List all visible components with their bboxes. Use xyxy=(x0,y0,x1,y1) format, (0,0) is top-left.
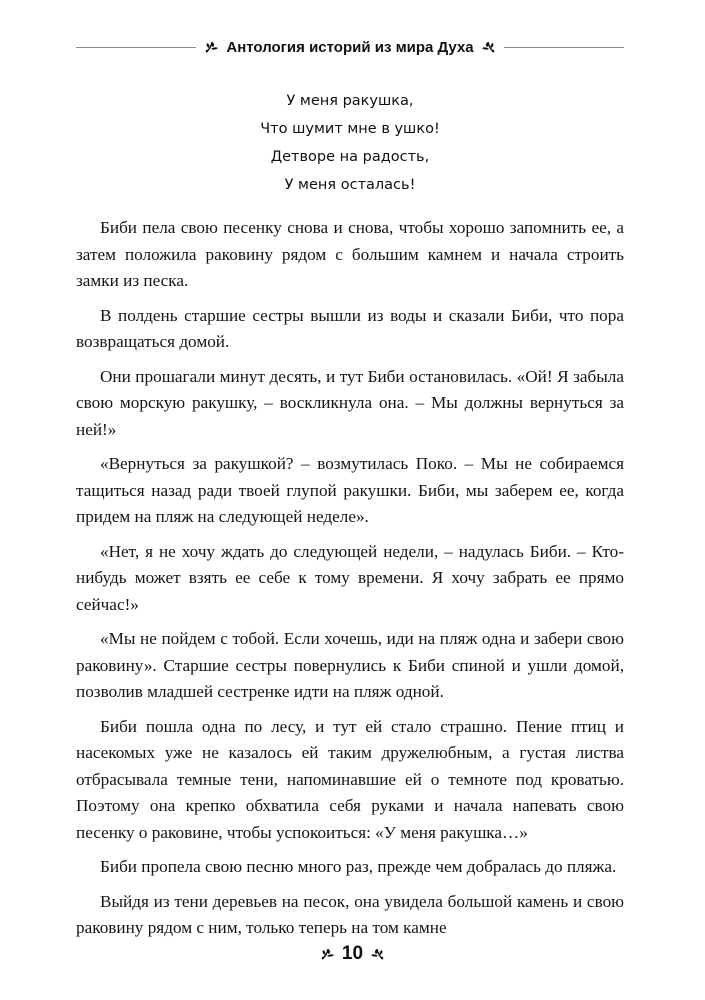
fleuron-icon xyxy=(320,946,336,962)
fleuron-icon xyxy=(480,39,496,55)
paragraph: «Мы не пойдем с тобой. Если хочешь, иди на пляж одна и забери свою раковину». Старшие сестры повернулись к Биби спиной и ушли домой, позволив младшей сестренке идти на пляж одной. xyxy=(76,629,624,701)
body-text xyxy=(76,215,624,950)
header-title-group xyxy=(196,39,503,56)
page-footer xyxy=(0,943,705,965)
poem xyxy=(76,87,624,199)
poem-line: У меня осталась! xyxy=(284,177,416,193)
paragraph: Биби пропела свою песню много раз, прежде чем добралась до пляжа. xyxy=(100,857,617,876)
poem-line: У меня ракушка, xyxy=(286,93,414,109)
paragraph: В полдень старшие сестры вышли из воды и сказали Биби, что пора возвращаться домой. xyxy=(76,305,624,351)
poem-line: Детворе на радость, xyxy=(270,149,430,165)
paragraph: Биби пошла одна по лесу, и тут ей стало страшно. Пение птиц и насекомых уже не казалось ей таким дружелюбным, а густая листва отбрасывала темные тени, напоминавшие ей о темноте под кроватью. Поэтому она крепко обхватила себя руками и начала напевать свою песенку о раковине, чтобы успокоиться: «У меня ракушка…» xyxy=(76,716,624,842)
paragraph: Биби пела свою песенку снова и снова, чтобы хорошо запомнить ее, а затем положила раковину рядом с большим камнем и начала строить замки из песка. xyxy=(76,218,624,290)
paragraph: Выйдя из тени деревьев на песок, она увидела большой камень и свою раковину рядом с ним, только теперь на том камне xyxy=(76,891,624,937)
running-header xyxy=(76,34,624,60)
poem-line: Что шумит мне в ушко! xyxy=(260,121,440,137)
paragraph: «Вернуться за ракушкой? – возмутилась Поко. – Мы не собираемся тащиться назад ради твоей глупой ракушки. Биби, мы заберем ее, когда придем на пляж на следующей неделе». xyxy=(76,454,624,526)
header-title: Антология историй из мира Духа xyxy=(226,38,474,56)
paragraph: Они прошагали минут десять, и тут Биби остановилась. «Ой! Я забыла свою морскую ракушку, – воскликнула она. – Мы должны вернуться за ней!» xyxy=(76,366,624,439)
paragraph: «Нет, я не хочу ждать до следующей недели, – надулась Биби. – Кто-нибудь может взять ее себе к тому времени. Я хочу забрать ее прямо сейчас!» xyxy=(76,541,624,614)
fleuron-icon xyxy=(369,946,385,962)
fleuron-icon xyxy=(204,39,220,55)
page-number: 10 xyxy=(341,943,364,964)
